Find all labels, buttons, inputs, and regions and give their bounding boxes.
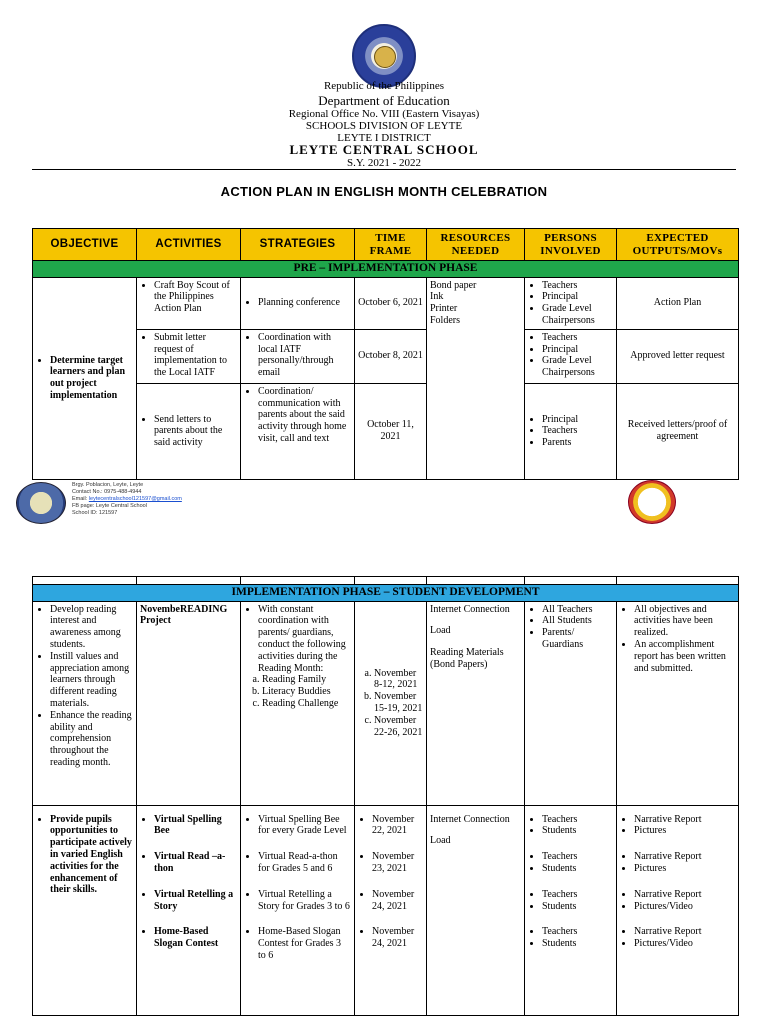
phase-row bbox=[33, 585, 739, 602]
deped-seal bbox=[352, 24, 416, 88]
time-item: • November 24, 2021 bbox=[372, 926, 423, 950]
school-logo bbox=[16, 482, 66, 524]
col-activities: ACTIVITIES bbox=[137, 229, 241, 261]
time-item: • November 22, 2021 bbox=[372, 814, 423, 838]
strategy-text: • With constant coordination with parents/ guardians, conduct the following activities during the Reading Month: bbox=[258, 604, 351, 675]
person-item: • Teachers bbox=[542, 851, 613, 863]
objective-item: • Instill values and appreciation among learners through different reading materials. bbox=[50, 651, 133, 710]
activity-item: • Virtual Spelling Bee bbox=[154, 814, 237, 838]
action-plan-table-pre bbox=[32, 228, 739, 480]
output-item: • Narrative Report bbox=[634, 851, 735, 863]
person-item: • Students bbox=[542, 825, 613, 837]
output-cell bbox=[617, 601, 739, 805]
footer-address: Brgy. Poblacion, Leyte, Leyte bbox=[72, 482, 144, 488]
objective-text: • Provide pupils opportunities to participate actively in varied English activities for the enhancement of their skills. bbox=[50, 814, 133, 897]
output-cell: Received letters/proof of agreement bbox=[617, 383, 739, 479]
region-line: Regional Office No. VIII (Eastern Visayas) bbox=[288, 108, 480, 120]
time-item: a. November 8-12, 2021 bbox=[374, 668, 423, 692]
footer-school-id: School ID: 121597 bbox=[72, 509, 118, 516]
person-item: • Parents/ Guardians bbox=[542, 627, 613, 651]
col-time-frame: TIME FRAME bbox=[355, 229, 427, 261]
output-item: • An accomplishment report has been written and submitted. bbox=[634, 639, 735, 674]
republic-line: Republic of the Philippines bbox=[323, 80, 445, 92]
activity-item: • Virtual Retelling a Story bbox=[154, 889, 237, 913]
person-item: • Teachers bbox=[542, 814, 613, 826]
activity-cell bbox=[137, 383, 241, 479]
objective-item: • Develop reading interest and awareness among students. bbox=[50, 604, 133, 651]
output-item: • Pictures bbox=[634, 863, 735, 875]
time-item: • November 24, 2021 bbox=[372, 889, 423, 913]
division-line: SCHOOLS DIVISION OF LEYTE bbox=[305, 120, 463, 132]
district-line: LEYTE I DISTRICT bbox=[337, 132, 431, 144]
footer-contact bbox=[72, 482, 182, 516]
resource-item: Folders bbox=[430, 314, 460, 326]
strategy-item: • Virtual Read-a-thon for Grades 5 and 6 bbox=[258, 851, 351, 875]
phase-row bbox=[33, 261, 739, 278]
strategy-cell bbox=[241, 805, 355, 1015]
table-row bbox=[33, 601, 739, 805]
person-item: • All Teachers bbox=[542, 604, 613, 616]
activity-cell bbox=[137, 805, 241, 1015]
output-item: • Narrative Report bbox=[634, 889, 735, 901]
person-item: • Students bbox=[542, 901, 613, 913]
col-persons: PERSONS INVOLVED bbox=[525, 229, 617, 261]
document-title: ACTION PLAN IN ENGLISH MONTH CELEBRATION bbox=[220, 184, 548, 199]
col-objective: OBJECTIVE bbox=[33, 229, 137, 261]
output-item: • Pictures/Video bbox=[634, 938, 735, 950]
footer-fb: FB page: Leyte Central School bbox=[72, 502, 147, 509]
persons-cell bbox=[525, 383, 617, 479]
resource-item: Bond paper bbox=[430, 279, 477, 291]
person-item: • Teachers bbox=[542, 889, 613, 901]
school-year: S.Y. 2021 - 2022 bbox=[346, 157, 422, 169]
implementation-phase-label: IMPLEMENTATION PHASE – STUDENT DEVELOPMENT bbox=[33, 585, 739, 602]
person-item: • Teachers bbox=[542, 926, 613, 938]
strategy-subitem: b. Literacy Buddies bbox=[262, 686, 351, 698]
objective-cell bbox=[33, 601, 137, 805]
output-cell bbox=[617, 805, 739, 1015]
objective-text: • Determine target learners and plan out project implementation bbox=[50, 355, 133, 402]
school-name: LEYTE CENTRAL SCHOOL bbox=[289, 142, 479, 157]
activity-text: • Send letters to parents about the said activity bbox=[154, 414, 237, 449]
resource-item: Load bbox=[430, 835, 451, 847]
resources-cell bbox=[427, 805, 525, 1015]
activity-cell: NovembeREADING Project bbox=[137, 601, 241, 805]
department-line: Department of Education bbox=[318, 93, 450, 108]
objective-cell bbox=[33, 277, 137, 479]
time-cell bbox=[355, 601, 427, 805]
output-item: • Pictures/Video bbox=[634, 901, 735, 913]
persons-cell bbox=[525, 329, 617, 383]
time-item: c. November 22-26, 2021 bbox=[374, 715, 423, 739]
resource-item: Ink bbox=[430, 291, 444, 303]
seal-center bbox=[374, 46, 396, 68]
resource-item: Load bbox=[430, 625, 451, 637]
table-row bbox=[33, 805, 739, 1015]
empty-row bbox=[33, 577, 739, 585]
resource-item: Printer bbox=[430, 303, 458, 315]
output-cell: Action Plan bbox=[617, 277, 739, 329]
footer-email-label: Email: bbox=[72, 495, 88, 502]
person-item: • Students bbox=[542, 938, 613, 950]
output-cell: Approved letter request bbox=[617, 329, 739, 383]
strategy-cell bbox=[241, 383, 355, 479]
activity-item: • Virtual Read –a-thon bbox=[154, 851, 237, 875]
person-item: • Teachers bbox=[542, 425, 613, 437]
activity-text: • Submit letter request of implementation to the Local IATF bbox=[154, 332, 237, 379]
objective-cell bbox=[33, 805, 137, 1015]
time-item: b. November 15-19, 2021 bbox=[374, 691, 423, 715]
resources-cell bbox=[427, 601, 525, 805]
persons-cell bbox=[525, 601, 617, 805]
person-item: • All Students bbox=[542, 615, 613, 627]
header-rule bbox=[32, 169, 736, 170]
person-item: • Principal bbox=[542, 291, 613, 303]
col-resources: RESOURCES NEEDED bbox=[427, 229, 525, 261]
resource-item: Reading Materials (Bond Papers) bbox=[430, 647, 504, 670]
table-row bbox=[33, 277, 739, 329]
pre-implementation-phase-label: PRE – IMPLEMENTATION PHASE bbox=[33, 261, 739, 278]
strategy-item: • Virtual Spelling Bee for every Grade Level bbox=[258, 814, 351, 838]
person-item: • Principal bbox=[542, 344, 613, 356]
strategy-cell bbox=[241, 277, 355, 329]
output-item: • All objectives and activities have been realized. bbox=[634, 604, 735, 639]
strategy-subitem: c. Reading Challenge bbox=[262, 698, 351, 710]
footer-phone: Contact No.: 0975-488-4944 bbox=[72, 488, 142, 495]
activity-cell bbox=[137, 277, 241, 329]
table-row bbox=[33, 329, 739, 383]
person-item: • Parents bbox=[542, 437, 613, 449]
persons-cell bbox=[525, 277, 617, 329]
persons-cell bbox=[525, 805, 617, 1015]
table-row bbox=[33, 383, 739, 479]
strategy-item: • Home-Based Slogan Contest for Grades 3 to 6 bbox=[258, 926, 351, 961]
activity-item: • Home-Based Slogan Contest bbox=[154, 926, 237, 950]
output-item: • Narrative Report bbox=[634, 814, 735, 826]
resource-item: Internet Connection bbox=[430, 813, 510, 825]
output-item: • Pictures bbox=[634, 825, 735, 837]
action-plan-table-implementation bbox=[32, 576, 739, 1016]
footer-email-link[interactable]: leytecentralschool121597@gmail.com bbox=[88, 495, 182, 502]
strategy-cell bbox=[241, 329, 355, 383]
col-strategies: STRATEGIES bbox=[241, 229, 355, 261]
person-item: • Grade Level Chairpersons bbox=[542, 303, 613, 327]
objective-item: • Enhance the reading ability and comprehension throughout the reading month. bbox=[50, 710, 133, 769]
person-item: • Teachers bbox=[542, 332, 613, 344]
person-item: • Teachers bbox=[542, 280, 613, 292]
resources-cell bbox=[427, 277, 525, 479]
time-item: • November 23, 2021 bbox=[372, 851, 423, 875]
person-item: • Grade Level Chairpersons bbox=[542, 355, 613, 379]
time-cell: October 6, 2021 bbox=[355, 277, 427, 329]
activity-cell bbox=[137, 329, 241, 383]
strategy-cell bbox=[241, 601, 355, 805]
person-item: • Principal bbox=[542, 414, 613, 426]
strategy-text: • Coordination/ communication with parents about the said activity through home visit, call and text bbox=[258, 386, 351, 445]
activity-text: • Craft Boy Scout of the Philippines Action Plan bbox=[154, 280, 237, 315]
table-header-row bbox=[33, 229, 739, 261]
time-cell bbox=[355, 805, 427, 1015]
resource-item: Internet Connection bbox=[430, 603, 510, 615]
col-outputs: EXPECTED OUTPUTS/MOVs bbox=[617, 229, 739, 261]
output-item: • Narrative Report bbox=[634, 926, 735, 938]
strategy-text: • Planning conference bbox=[258, 297, 351, 309]
strategy-text: • Coordination with local IATF personally/through email bbox=[258, 332, 351, 379]
program-logo bbox=[628, 480, 676, 524]
strategy-item: • Virtual Retelling a Story for Grades 3 to 6 bbox=[258, 889, 351, 913]
time-cell: October 8, 2021 bbox=[355, 329, 427, 383]
time-cell: October 11, 2021 bbox=[355, 383, 427, 479]
person-item: • Students bbox=[542, 863, 613, 875]
strategy-subitem: a. Reading Family bbox=[262, 674, 351, 686]
